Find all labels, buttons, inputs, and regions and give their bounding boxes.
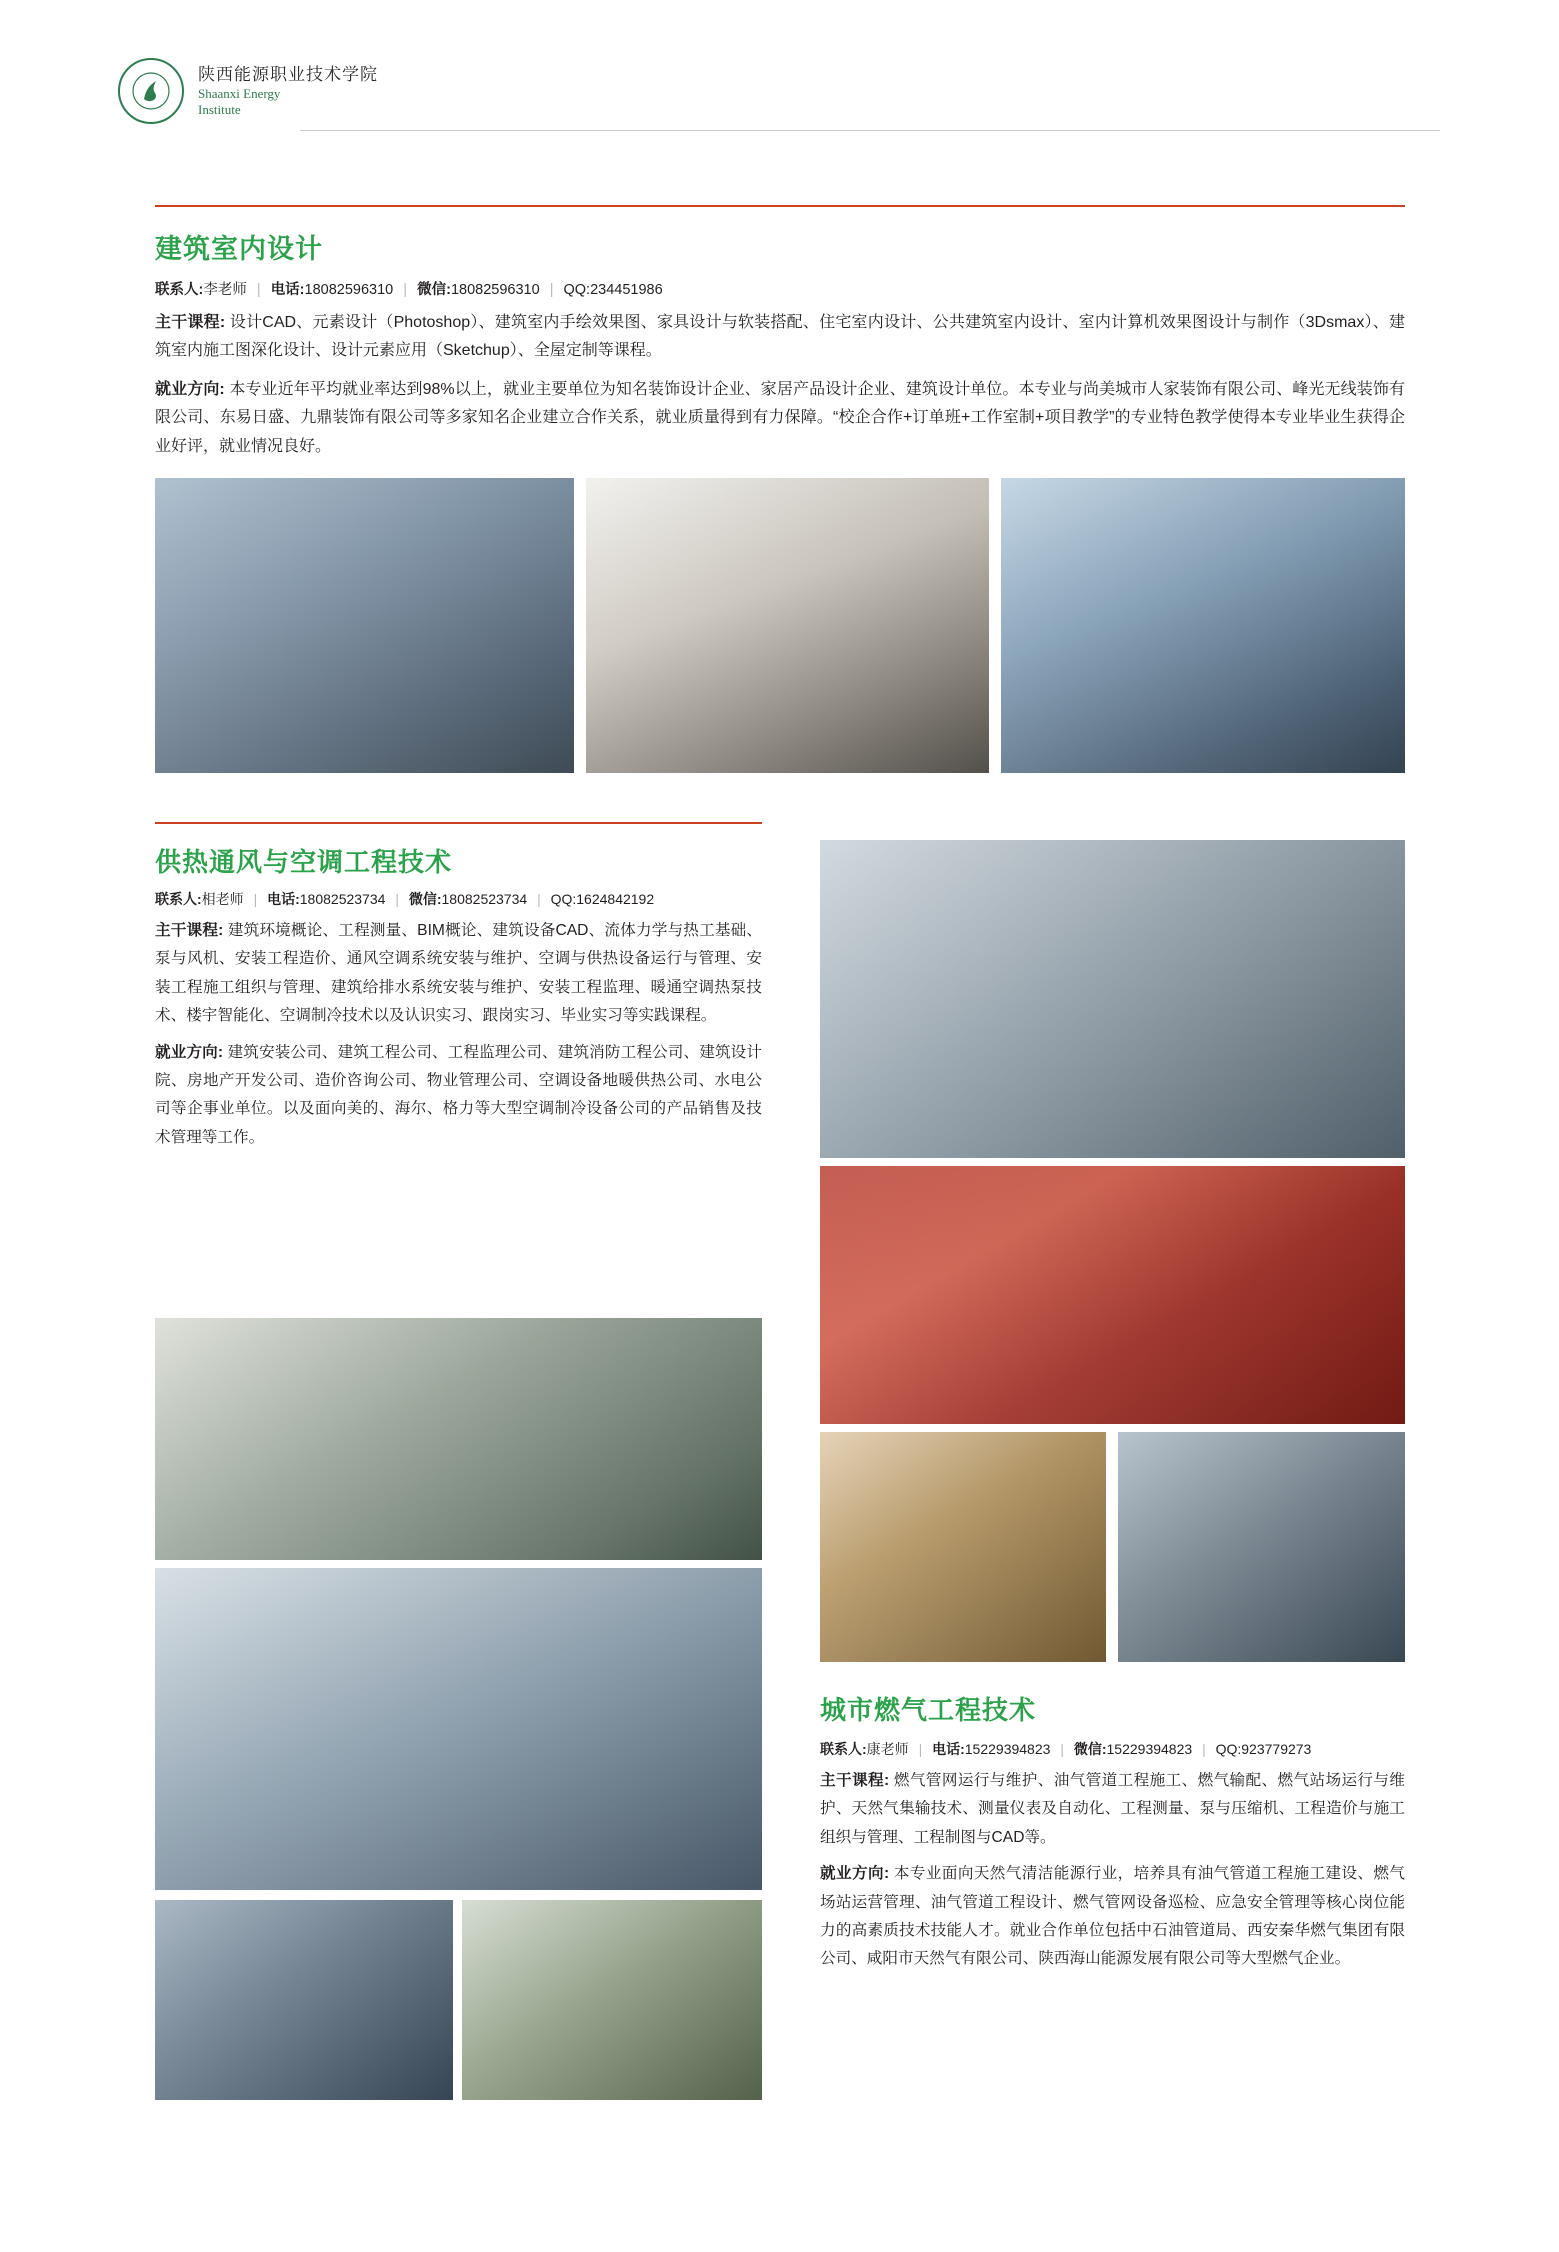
contact-qq: 923779273 <box>1241 1741 1312 1757</box>
photo-gas-worker <box>820 1432 1106 1662</box>
jobs-label: 就业方向: <box>155 1043 224 1061</box>
contact-separator-3: | <box>549 282 554 298</box>
courses-paragraph <box>155 309 1405 366</box>
section-interior-design <box>155 205 1405 461</box>
photo-interior-design-exhibition <box>155 478 574 773</box>
photo-gas-station-training <box>820 840 1405 1158</box>
contact-qq: 1624842192 <box>576 891 655 907</box>
contact-qq-label: QQ: <box>1215 1741 1242 1757</box>
institute-name-cn: 陕西能源职业技术学院 <box>198 64 378 84</box>
institute-name-en-2: Institute <box>198 102 241 118</box>
contact-wechat: 18082596310 <box>450 282 540 298</box>
jobs-label: 就业方向: <box>820 1865 890 1883</box>
photo-subway-station <box>155 1900 453 2100</box>
contact-separator-2: | <box>1060 1741 1064 1757</box>
contact-wechat: 18082523734 <box>441 891 528 907</box>
contact-separator-2: | <box>395 891 399 907</box>
courses-text: 燃气管网运行与维护、油气管道工程施工、燃气输配、燃气站场运行与维护、天然气集输技术、测量仪表及自动化、工程测量、泵与压缩机、工程造价与施工组织与管理、工程制图与CAD等。 <box>820 1772 1405 1846</box>
institute-name-en-1: Shaanxi Energy <box>198 85 281 101</box>
contact-phone-label: 电话: <box>270 282 305 298</box>
contact-person: 康老师 <box>866 1741 909 1757</box>
contact-wechat-label: 微信: <box>417 282 451 298</box>
contact-qq: 234451986 <box>590 282 663 298</box>
photo-signing-ceremony <box>820 1166 1405 1424</box>
contact-person-label: 联系人: <box>155 891 202 907</box>
contact-line <box>155 278 1405 299</box>
contact-qq-label: QQ: <box>550 891 577 907</box>
jobs-text: 建筑安装公司、建筑工程公司、工程监理公司、建筑消防工程公司、建筑设计院、房地产开发公司、造价咨询公司、物业管理公司、空调设备地暖供热公司、水电公司等企事业单位。以及面向美的、海尔、格力等大型空调制冷设备公司的产品销售及技术管理等工作。 <box>155 1043 762 1146</box>
contact-person: 李老师 <box>203 282 247 298</box>
contact-separator-2: | <box>403 282 408 298</box>
jobs-text: 本专业面向天然气清洁能源行业，培养具有油气管道工程施工建设、燃气场站运营管理、油气管道工程设计、燃气管网设备巡检、应急安全管理等核心岗位能力的高素质技术技能人才。就业合作单位包括中石油管道局、西安秦华燃气集团有限公司、咸阳市天然气有限公司、陕西海山能源发展有限公司等大型燃气企业。 <box>820 1865 1405 1968</box>
contact-line <box>820 1739 1405 1759</box>
photo-interior-showroom <box>586 478 989 773</box>
jobs-text: 本专业近年平均就业率达到98%以上，就业主要单位为知名装饰设计企业、家居产品设计企业、建筑设计单位。本专业与尚美城市人家装饰有限公司、峰光无线装饰有限公司、东易日盛、九鼎装饰有限公司等多家知名企业建立合作关系，就业质量得到有力保障。“校企合作+订单班+工作室制+项目教学”的专业特色教学使得本专业毕业生获得企业好评，就业情况良好。 <box>155 380 1405 455</box>
photo-control-room <box>1118 1432 1405 1662</box>
contact-person: 相老师 <box>201 891 244 907</box>
section-title: 建筑室内设计 <box>155 234 323 264</box>
contact-separator-1: | <box>256 282 261 298</box>
courses-label: 主干课程: <box>155 314 226 331</box>
header-divider <box>300 130 1440 131</box>
photo-construction-site <box>462 1900 762 2100</box>
jobs-label: 就业方向: <box>155 380 225 398</box>
contact-separator-1: | <box>253 891 258 907</box>
section-top-rule <box>155 822 762 824</box>
contact-person-label: 联系人: <box>820 1741 867 1757</box>
photo-hvac-plant <box>155 1318 762 1560</box>
contact-phone: 18082523734 <box>299 891 386 907</box>
section-top-rule <box>155 205 1405 207</box>
contact-phone: 18082596310 <box>304 282 394 298</box>
contact-separator-1: | <box>918 1741 923 1757</box>
courses-paragraph <box>820 1767 1405 1852</box>
contact-separator-3: | <box>537 891 541 907</box>
contact-qq-label: QQ: <box>563 282 591 298</box>
page-header <box>0 0 1559 175</box>
contact-wechat-label: 微信: <box>1073 1741 1107 1757</box>
section-city-gas <box>820 1690 1405 1974</box>
institute-seal-icon <box>118 58 184 124</box>
courses-text: 建筑环境概论、工程测量、BIM概论、建筑设备CAD、流体力学与热工基础、泵与风机、安装工程造价、通风空调系统安装与维护、空调与供热设备运行与管理、安装工程施工组织与管理、建筑给排水系统安装与维护、安装工程监理、暖通空调热泵技术、楼宇智能化、空调制冷技术以及认识实习、跟岗实习、毕业实习等实践课程。 <box>155 922 762 1025</box>
photo-group-students <box>155 1568 762 1890</box>
courses-label: 主干课程: <box>820 1772 890 1789</box>
contact-phone: 15229394823 <box>964 1741 1051 1757</box>
contact-line <box>155 889 762 909</box>
jobs-paragraph <box>820 1860 1405 1974</box>
courses-text: 设计CAD、元素设计（Photoshop）、建筑室内手绘效果图、家具设计与软装搭配、住宅室内设计、公共建筑室内设计、室内计算机效果图设计与制作（3Dsmax）、建筑室内施工图深化设计、设计元素应用（Sketchup）、全屋定制等课程。 <box>155 314 1405 360</box>
section-hvac <box>155 822 762 1152</box>
section-title: 城市燃气工程技术 <box>820 1695 1037 1725</box>
contact-phone-label: 电话: <box>932 1741 965 1757</box>
contact-person-label: 联系人: <box>155 282 204 298</box>
contact-wechat-label: 微信: <box>408 891 442 907</box>
section-title: 供热通风与空调工程技术 <box>155 847 453 877</box>
courses-label: 主干课程: <box>155 922 224 939</box>
jobs-paragraph <box>155 376 1405 461</box>
jobs-paragraph <box>155 1039 762 1153</box>
photo-computer-classroom <box>1001 478 1405 773</box>
institute-logo <box>118 58 378 124</box>
contact-separator-3: | <box>1202 1741 1206 1757</box>
contact-phone-label: 电话: <box>267 891 300 907</box>
contact-wechat: 15229394823 <box>1106 1741 1193 1757</box>
section-interior-design-gallery <box>155 478 1405 773</box>
courses-paragraph <box>155 917 762 1031</box>
